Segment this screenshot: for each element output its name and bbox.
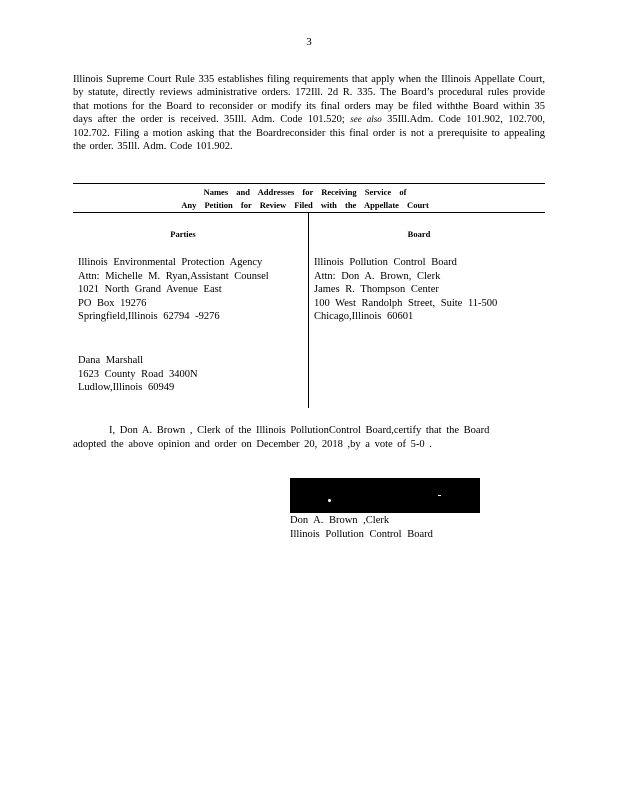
address-line: PO Box 19276 xyxy=(78,297,147,309)
signature-mark xyxy=(438,495,441,496)
signatory-name-title: Don A. Brown ,Clerk xyxy=(290,515,390,526)
board-address xyxy=(314,256,497,324)
paragraph-text-1: Illinois Supreme Court Rule 335 establishes filing requirements that apply when the Illinois Appellate Court, by statute, directly reviews administrative orders. 172Ill. 2d R. 335. The Board’s procedural rules provide that motions for the Board to reconsider or modify its final orders may be filed withthe Board within 35 days after the order is received. 35Ill. Adm. Code 101.520; xyxy=(73,74,545,126)
address-line: Illinois Environmental Protection Agency xyxy=(78,257,263,268)
service-table-header-line1: Names and Addresses for Receiving Service of xyxy=(203,187,407,197)
address-line: Springfield,Illinois 62794 -9276 xyxy=(78,311,220,323)
address-line: Illinois Pollution Control Board xyxy=(314,257,457,268)
redacted-signature xyxy=(290,478,480,513)
address-line: 1021 North Grand Avenue East xyxy=(78,284,222,296)
party-address-marshall xyxy=(78,354,198,395)
certification-line1: I, Don A. Brown , Clerk of the Illinois PollutionControl Board,certify that the Board xyxy=(109,425,490,436)
service-table-header xyxy=(130,186,480,212)
table-top-rule xyxy=(73,183,545,184)
board-heading: Board xyxy=(407,229,431,239)
paragraph-text-2: 35Ill.Adm. Code 101.902, 102.700, 102.702. Filing a motion asking that the Boardreconsider this final order is not a prerequisite to appealing the order. 35Ill. Adm. Code 101.902. xyxy=(73,114,546,153)
parties-heading: Parties xyxy=(170,229,196,239)
table-header-rule xyxy=(73,212,545,213)
address-line: Ludlow,Illinois 60949 xyxy=(78,382,175,394)
party-address-iepa xyxy=(78,256,269,324)
table-column-divider xyxy=(308,212,309,408)
signature-mark xyxy=(328,499,331,502)
address-line: 100 West Randolph Street, Suite 11-500 xyxy=(314,297,498,309)
address-line: Attn: Don A. Brown, Clerk xyxy=(314,270,441,282)
address-line: James R. Thompson Center xyxy=(314,284,439,296)
paragraph-italic-see-also: see also xyxy=(350,114,382,125)
certification-paragraph xyxy=(73,424,509,451)
certification-line2: adopted the above opinion and order on December 20, 2018 ,by a vote of 5-0 . xyxy=(73,438,432,450)
signatory-organization: Illinois Pollution Control Board xyxy=(290,528,433,540)
address-line: 1623 County Road 3400N xyxy=(78,368,198,380)
address-line: Dana Marshall xyxy=(78,355,144,366)
address-line: Chicago,Illinois 60601 xyxy=(314,311,414,323)
page-number: 3 xyxy=(306,36,312,48)
address-line: Attn: Michelle M. Ryan,Assistant Counsel xyxy=(78,270,269,282)
signature-lines xyxy=(290,514,433,541)
appeal-rule-paragraph xyxy=(73,73,545,153)
service-table-header-line2: Any Petition for Review Filed with the Appellate Court xyxy=(181,200,429,210)
